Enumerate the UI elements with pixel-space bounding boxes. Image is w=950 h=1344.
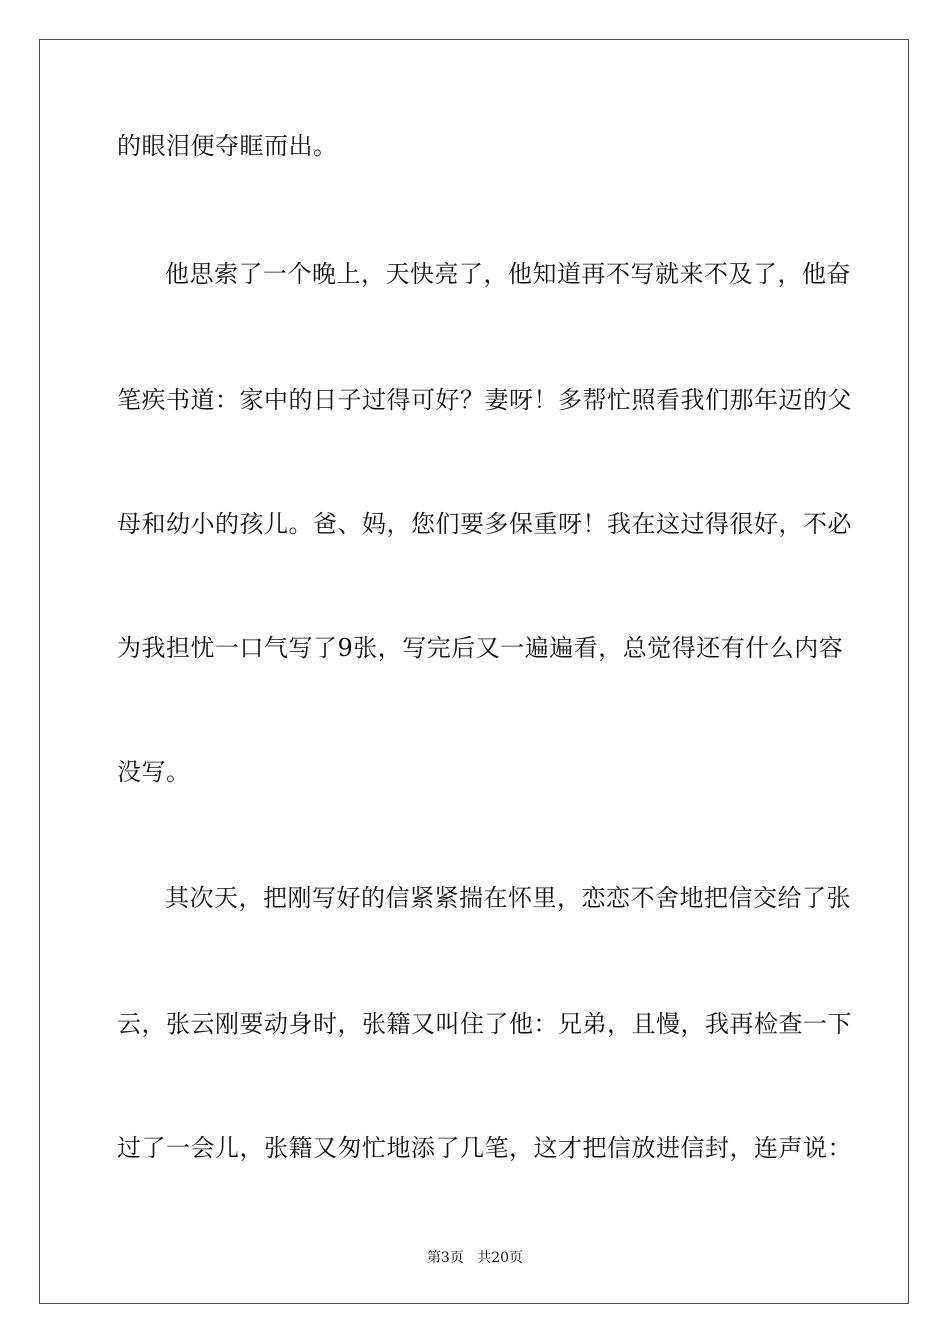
page-total: 共20页 [477, 1250, 524, 1266]
text-line: 他思索了一个晚上，天快亮了，他知道再不写就来不及了，他奋 [165, 260, 851, 288]
page-footer [0, 1247, 950, 1267]
text-line: 母和幼小的孩儿。爸、妈，您们要多保重呀！我在这过得很好，不必 [117, 510, 852, 538]
text-line: 没写。 [117, 758, 191, 786]
page-border [39, 39, 909, 1304]
text-line: 云，张云刚要动身时，张籍又叫住了他：兄弟，且慢，我再检查一下 [117, 1010, 852, 1038]
page-number: 第3页 [426, 1250, 464, 1266]
text-line: 为我担忧一口气写了9张，写完后又一遍遍看，总觉得还有什么内容 [117, 634, 844, 662]
text-line: 的眼泪便夺眶而出。 [117, 132, 338, 160]
text-line: 其次天，把刚写好的信紧紧揣在怀里，恋恋不舍地把信交给了张 [165, 884, 851, 912]
text-line: 笔疾书道：家中的日子过得可好？妻呀！多帮忙照看我们那年迈的父 [117, 386, 852, 414]
text-line: 过了一会儿，张籍又匆忙地添了几笔，这才把信放进信封，连声说： [117, 1134, 852, 1162]
